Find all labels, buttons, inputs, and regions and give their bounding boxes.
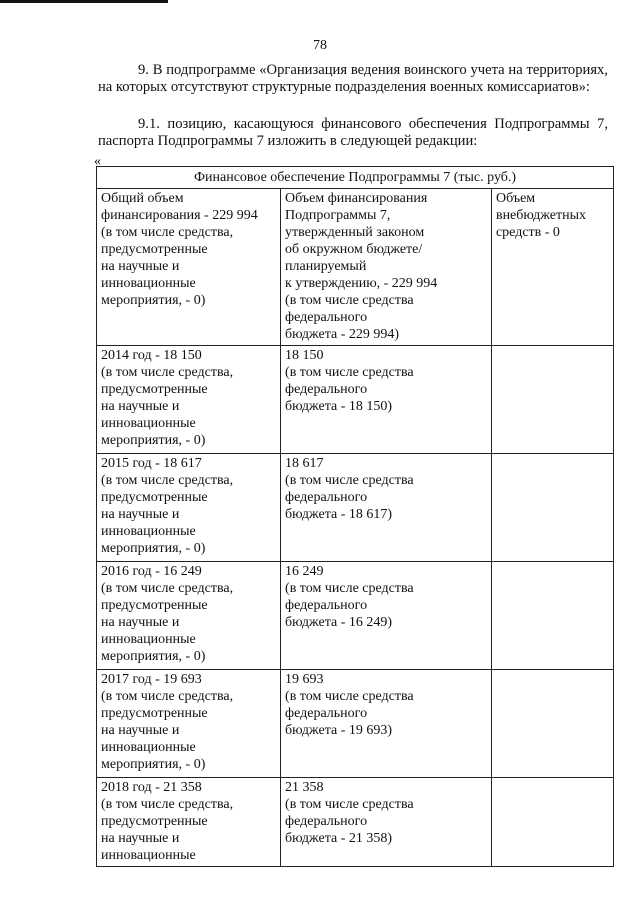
table-cell-col1 (97, 670, 281, 778)
table-cell-col1 (97, 454, 281, 562)
cell-line: (в том числе средства (285, 689, 414, 704)
cell-line: предусмотренные (101, 242, 208, 257)
cell-line: (в том числе средства (285, 797, 414, 812)
cell-line: 18 150 (285, 348, 324, 363)
cell-line: утвержденный законом (285, 225, 425, 240)
table-cell-col2 (281, 189, 492, 346)
cell-line: мероприятия, - 0) (101, 293, 206, 308)
cell-line: Подпрограммы 7, (285, 208, 391, 223)
cell-line: на научные и (101, 615, 180, 630)
cell-line: Общий объем (101, 191, 184, 206)
cell-line: предусмотренные (101, 382, 208, 397)
cell-line: на научные и (101, 507, 180, 522)
table-cell-col1 (97, 189, 281, 346)
page-number: 78 (313, 38, 327, 53)
table-cell-col1 (97, 778, 281, 867)
table-cell-col2 (281, 670, 492, 778)
cell-line: (в том числе средства (285, 581, 414, 596)
cell-line: инновационные (101, 524, 196, 539)
cell-line: Объем финансирования (285, 191, 428, 206)
cell-line: финансирования - 229 994 (101, 208, 258, 223)
cell-line: на научные и (101, 399, 180, 414)
table-body (97, 189, 614, 867)
table-cell-col1 (97, 346, 281, 454)
cell-line: мероприятия, - 0) (101, 757, 206, 772)
cell-line: (в том числе средства (285, 293, 414, 308)
table-row (97, 346, 614, 454)
table-cell-col3 (491, 454, 613, 562)
top-rule (0, 0, 168, 3)
cell-line: внебюджетных (495, 208, 586, 223)
cell-line: мероприятия, - 0) (101, 649, 206, 664)
financing-table (96, 166, 614, 867)
table-cell-col2 (281, 778, 492, 867)
item-9-text: 9. В подпрограмме «Организация ведения воинского учета на территориях, на которых отсутствуют структурные подразделения военных комиссариатов»: (98, 62, 608, 95)
cell-line: предусмотренные (101, 814, 208, 829)
table-title: Финансовое обеспечение Подпрограммы 7 (тыс. руб.) (97, 167, 614, 189)
table-cell-col3 (491, 778, 613, 867)
cell-line: 18 617 (285, 456, 324, 471)
cell-line: бюджета - 21 358) (285, 831, 393, 846)
cell-line: федерального (285, 598, 368, 613)
table-cell-col3 (491, 346, 613, 454)
cell-line: (в том числе средства, (101, 689, 234, 704)
opening-quote: « (94, 154, 101, 169)
cell-line: 21 358 (285, 780, 324, 795)
cell-line: федерального (285, 706, 368, 721)
table-cell-col2 (281, 346, 492, 454)
cell-line: бюджета - 19 693) (285, 723, 393, 738)
table-cell-col2 (281, 454, 492, 562)
cell-line: бюджета - 18 617) (285, 507, 393, 522)
table-row (97, 454, 614, 562)
item-9-paragraph (98, 62, 608, 96)
cell-line: федерального (285, 814, 368, 829)
cell-line: инновационные (101, 740, 196, 755)
cell-line: инновационные (101, 848, 196, 863)
cell-line: Объем (495, 191, 536, 206)
cell-line: бюджета - 229 994) (285, 327, 400, 342)
cell-line: средств - 0 (495, 225, 560, 240)
table-row (97, 189, 614, 346)
cell-line: 2015 год - 18 617 (101, 456, 202, 471)
cell-line: предусмотренные (101, 706, 208, 721)
table-cell-col3 (491, 189, 613, 346)
cell-line: (в том числе средства, (101, 581, 234, 596)
cell-line: 2016 год - 16 249 (101, 564, 202, 579)
table-cell-col3 (491, 670, 613, 778)
item-9-1-paragraph (98, 116, 608, 150)
cell-line: (в том числе средства, (101, 473, 234, 488)
cell-line: инновационные (101, 276, 196, 291)
cell-line: мероприятия, - 0) (101, 433, 206, 448)
cell-line: на научные и (101, 723, 180, 738)
table-row (97, 670, 614, 778)
cell-line: федерального (285, 490, 368, 505)
table-row (97, 778, 614, 867)
cell-line: бюджета - 18 150) (285, 399, 393, 414)
table-row (97, 562, 614, 670)
cell-line: федерального (285, 310, 368, 325)
cell-line: (в том числе средства (285, 473, 414, 488)
table-cell-col2 (281, 562, 492, 670)
cell-line: 2014 год - 18 150 (101, 348, 202, 363)
cell-line: инновационные (101, 632, 196, 647)
table-cell-col3 (491, 562, 613, 670)
cell-line: к утверждению, - 229 994 (285, 276, 438, 291)
cell-line: 16 249 (285, 564, 324, 579)
cell-line: об окружном бюджете/ (285, 242, 423, 257)
cell-line: федерального (285, 382, 368, 397)
cell-line: 2017 год - 19 693 (101, 672, 202, 687)
cell-line: (в том числе средства, (101, 225, 234, 240)
cell-line: 2018 год - 21 358 (101, 780, 202, 795)
cell-line: инновационные (101, 416, 196, 431)
cell-line: на научные и (101, 259, 180, 274)
item-9-1-text: 9.1. позицию, касающуюся финансового обеспечения Подпрограммы 7, паспорта Подпрограммы 7 изложить в следующей редакции: (98, 116, 608, 149)
cell-line: бюджета - 16 249) (285, 615, 393, 630)
cell-line: (в том числе средства, (101, 797, 234, 812)
cell-line: 19 693 (285, 672, 324, 687)
cell-line: мероприятия, - 0) (101, 541, 206, 556)
cell-line: (в том числе средства, (101, 365, 234, 380)
cell-line: планируемый (285, 259, 367, 274)
cell-line: предусмотренные (101, 598, 208, 613)
table-cell-col1 (97, 562, 281, 670)
cell-line: (в том числе средства (285, 365, 414, 380)
cell-line: на научные и (101, 831, 180, 846)
cell-line: предусмотренные (101, 490, 208, 505)
